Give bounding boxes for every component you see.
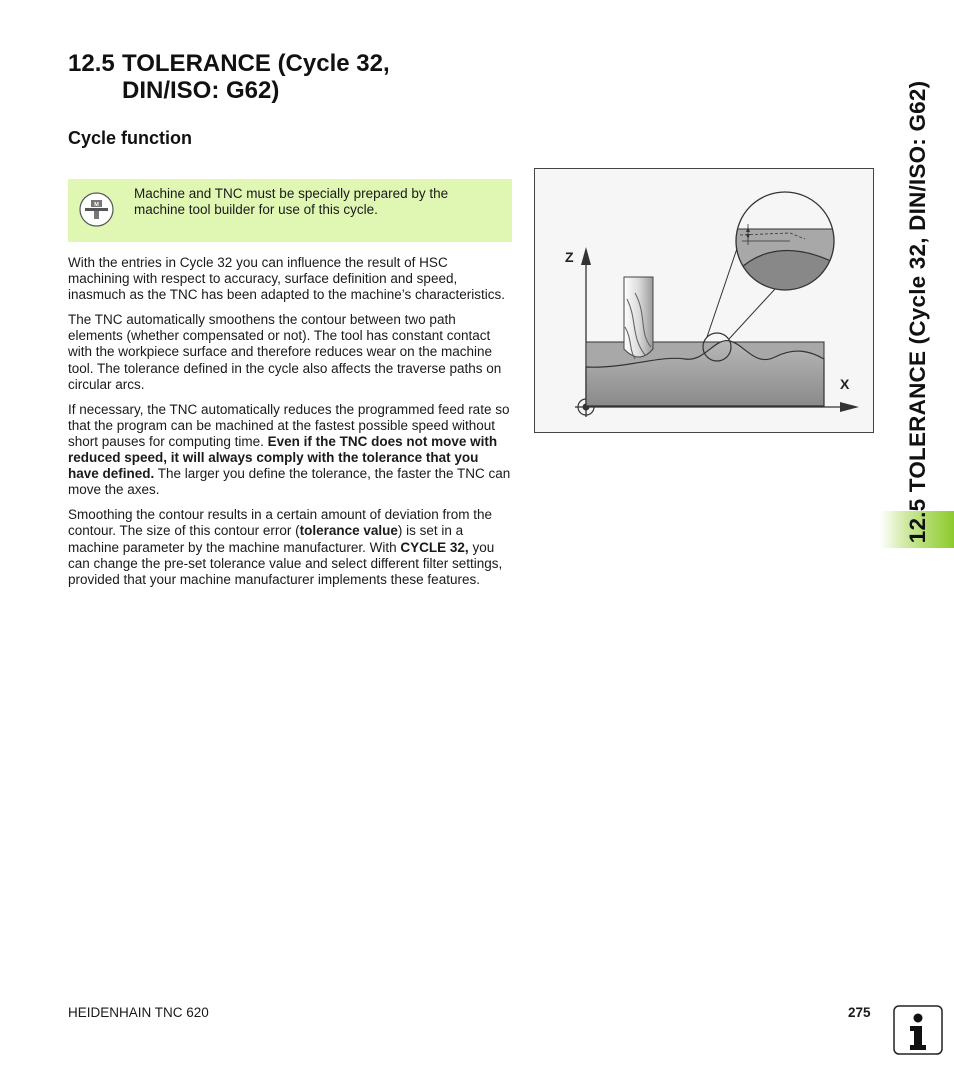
paragraph-4-part: ) is set in a machine parameter by the machine manufacturer. With (68, 523, 464, 555)
note-text: Machine and TNC must be specially prepared by the machine tool builder for use of this cycle. (134, 186, 449, 217)
machine-icon (79, 192, 114, 227)
footer-product: HEIDENHAIN TNC 620 (68, 1005, 209, 1020)
tolerance-diagram (535, 169, 873, 432)
section-subtitle: Cycle function (68, 128, 193, 148)
cycle-32-term: CYCLE 32, (400, 539, 469, 555)
title-line-2: DIN/ISO: G62) (122, 77, 280, 104)
paragraph-3-bold: Even if the TNC does not move with reduced speed, it will always comply with the tolerance that you have defined. (68, 433, 498, 482)
magnified-view (730, 192, 840, 299)
z-axis-label: Z (565, 249, 574, 265)
paragraph-4-part: you can change the pre-set tolerance value and select different filter settings, provided that your machine manufacturer implements these features. (68, 539, 503, 587)
side-chapter-title (898, 43, 938, 581)
info-icon (893, 1005, 943, 1055)
title-line-1: TOLERANCE (Cycle 32, (122, 50, 390, 77)
page-title (68, 50, 390, 104)
z-axis-arrow (581, 247, 591, 265)
paragraph-3-part: The larger you define the tolerance, the faster the TNC can move the axes. (68, 466, 511, 498)
paragraph-3 (68, 402, 512, 499)
leader-line (729, 289, 775, 339)
paragraph-1: With the entries in Cycle 32 you can influence the result of HSC machining with respect to accuracy, surface definition and speed, inasmuch as the TNC has been adapted to the machine’s characteristics. (68, 255, 505, 303)
section-number: 12.5 (68, 50, 115, 77)
paragraph-4 (68, 507, 512, 587)
machine-note-box (68, 179, 512, 242)
side-title-text: 12.5 TOLERANCE (Cycle 32, DIN/ISO: G62) (905, 80, 930, 544)
tolerance-value-term: tolerance value (299, 523, 398, 539)
paragraph-4-part: Smoothing the contour results in a certain amount of deviation from the contour. The size of this contour error ( (68, 507, 492, 539)
x-axis-arrow (840, 402, 859, 412)
x-axis-label: X (840, 376, 850, 392)
milling-tool (624, 277, 653, 359)
page-number: 275 (848, 1005, 871, 1020)
paragraph-2: The TNC automatically smoothens the contour between two path elements (whether compensated or not). The tool has constant contact with the workpiece surface and therefore reduces wear on the machine tool. The tolerance defined in the cycle also affects the traverse paths on circular arcs. (68, 312, 502, 392)
tolerance-figure (534, 168, 874, 433)
paragraph-3-part: If necessary, the TNC automatically reduces the programmed feed rate so that the program can be machined at the fastest possible speed without short pauses for computing time. (68, 401, 510, 449)
body-text (68, 255, 512, 597)
svg-text:M: M (94, 202, 99, 208)
